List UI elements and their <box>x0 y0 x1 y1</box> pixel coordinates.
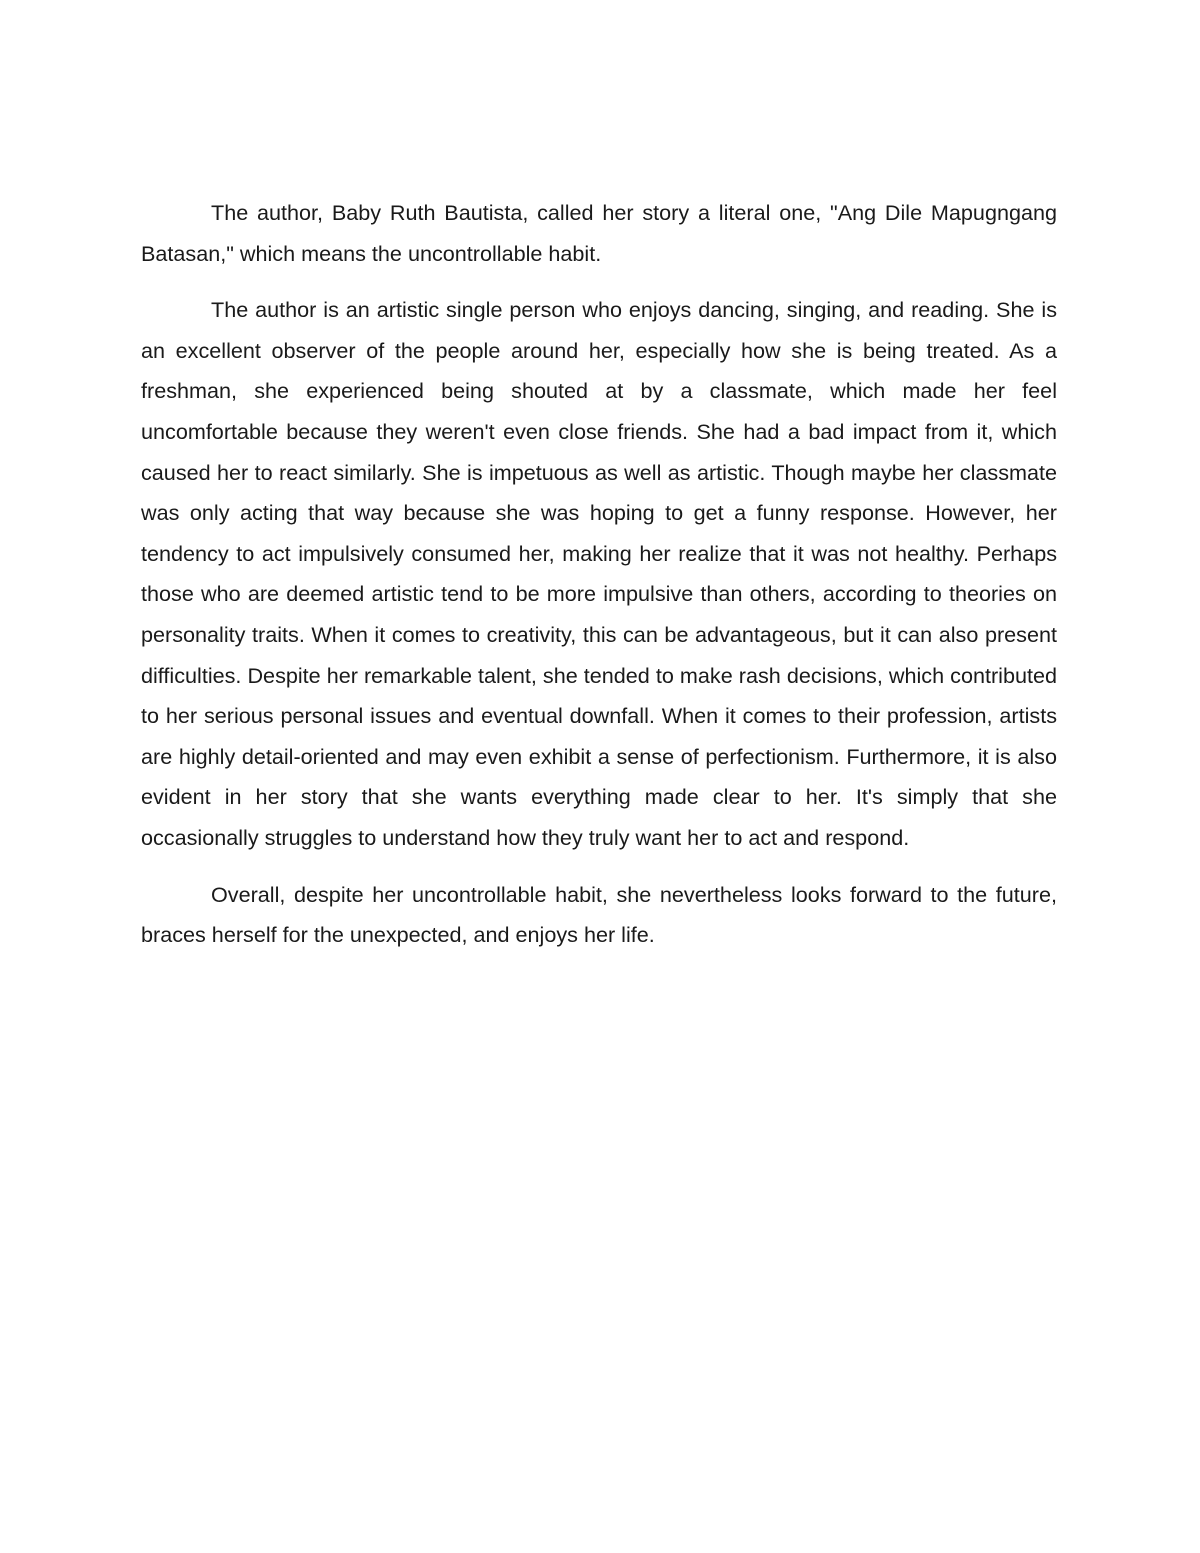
paragraph-intro: The author, Baby Ruth Bautista, called her story a literal one, "Ang Dile Mapugngang Batasan," which means the uncontrollable habit. <box>141 200 1057 266</box>
document-body <box>141 193 1057 972</box>
paragraph-analysis: The author is an artistic single person who enjoys dancing, singing, and reading. She is an excellent observer of the people around her, especially how she is being treated. As a freshman, she experienced being shouted at by a classmate, which made her feel uncomfortable because they weren't even close friends. She had a bad impact from it, which caused her to react similarly. She is impetuous as well as artistic. Though maybe her classmate was only acting that way because she was hoping to get a funny response. However, her tendency to act impulsively consumed her, making her realize that it was not healthy. Perhaps those who are deemed artistic tend to be more impulsive than others, according to theories on personality traits. When it comes to creativity, this can be advantageous, but it can also present difficulties. Despite her remarkable talent, she tended to make rash decisions, which contributed to her serious personal issues and eventual downfall. When it comes to their profession, artists are highly detail-oriented and may even exhibit a sense of perfectionism. Furthermore, it is also evident in her story that she wants everything made clear to her. It's simply that she occasionally struggles to understand how they truly want her to act and respond. <box>141 297 1057 850</box>
paragraph-conclusion: Overall, despite her uncontrollable habit, she nevertheless looks forward to the future, braces herself for the unexpected, and enjoys her life. <box>141 881 1057 948</box>
